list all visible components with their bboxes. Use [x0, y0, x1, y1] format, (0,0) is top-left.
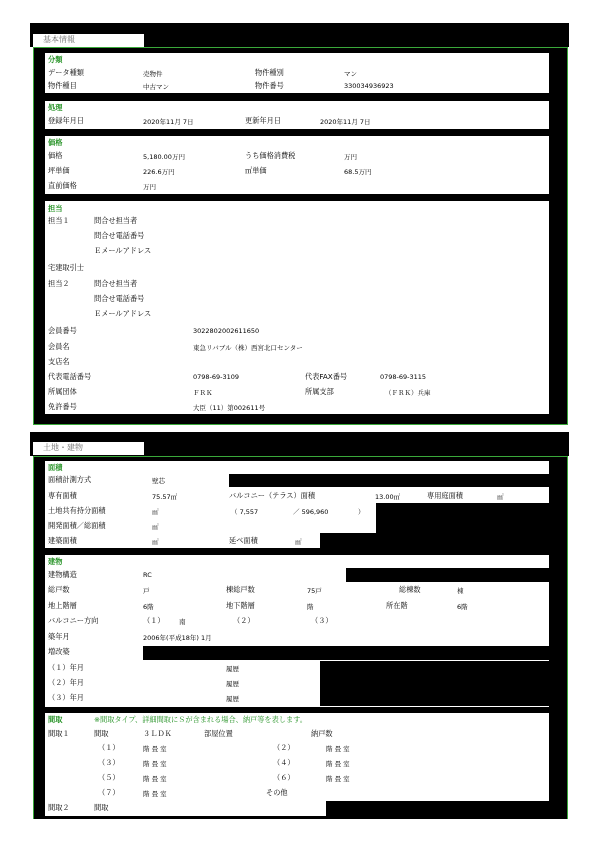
- madori-title: 間取: [48, 715, 63, 724]
- rireki1-hist-label: 履歴: [226, 665, 239, 673]
- email-label: Ｅメールアドレス: [94, 246, 152, 255]
- tatemono-mask-2: [143, 646, 549, 660]
- data-shubetsu-label: データ種類: [48, 68, 84, 77]
- madori-room-3: 階 畳 室: [143, 760, 167, 768]
- menseki-mask-2: [376, 503, 549, 533]
- balcony-hoko-label: バルコニー方向: [48, 616, 99, 625]
- madori-room-2-no: （２）: [273, 743, 295, 752]
- hoko1-value: 南: [179, 618, 186, 626]
- bunrui-panel: [45, 53, 549, 93]
- kozo-label: 建物構造: [48, 570, 77, 579]
- nando-label: 納戸数: [311, 729, 333, 738]
- chokuzen-label: 直前価格: [48, 181, 77, 190]
- bukken-shumoku-label: 物件種目: [48, 81, 77, 90]
- chikunen-value: 2006年(平成18年) 1月: [143, 634, 212, 642]
- chokuzen-value: 万円: [143, 183, 156, 191]
- toiawase-tel-label: 問合せ電話番号: [94, 231, 145, 240]
- shozoku-label: 所属団体: [48, 387, 77, 396]
- rireki3-label: （３）年月: [48, 693, 84, 702]
- madori-room-1: 階 畳 室: [143, 745, 167, 753]
- m2-label: ㎡単価: [245, 166, 267, 175]
- madori-room-6: 階 畳 室: [326, 775, 350, 783]
- rireki3-hist-label: 履歴: [226, 695, 239, 703]
- senyu-label: 専有面積: [48, 491, 77, 500]
- toiawase-tel2-label: 問合せ電話番号: [94, 294, 145, 303]
- tochi-kyoyu-label: 土地共有持分面積: [48, 506, 106, 515]
- senyoniwa-label: 専用庭面積: [427, 491, 463, 500]
- rireki2-hist-label: 履歴: [226, 680, 239, 688]
- hoko3-label: （３）: [311, 616, 333, 625]
- shori-title: 処理: [48, 103, 63, 112]
- madori-room-3-no: （３）: [98, 758, 120, 767]
- bukken-shumoku-value: 中古マン: [143, 83, 169, 91]
- chika-value: 階: [307, 603, 314, 611]
- madori-note: ※間取タイプ、詳細間取にＳが含まれる場合、納戸等を表します。: [94, 715, 307, 724]
- balcony-value: 13.00㎡: [375, 493, 401, 501]
- chikunen-label: 築年月: [48, 632, 70, 641]
- sokosu-value: 戸: [143, 587, 150, 595]
- daihyo-fax-label: 代表FAX番号: [305, 372, 348, 381]
- kakaku-value: 5,180.00万円: [143, 153, 185, 161]
- daihyo-tel-label: 代表電話番号: [48, 372, 92, 381]
- bukken-bango-label: 物件番号: [255, 81, 284, 90]
- madori-room-5: 階 畳 室: [143, 775, 167, 783]
- shori-panel: [45, 101, 549, 129]
- kakaku-title: 価格: [48, 138, 63, 147]
- tatemono-title: 建物: [48, 557, 63, 566]
- madori-room-7-no: （７）: [98, 788, 120, 797]
- hoko2-label: （２）: [233, 616, 255, 625]
- kozo-value: RC: [143, 571, 152, 579]
- madori1-label: 間取１: [48, 729, 70, 738]
- tanto-title: 担当: [48, 204, 63, 213]
- madori2-label: 間取２: [48, 803, 70, 812]
- m2-value: 68.5万円: [344, 168, 372, 176]
- chika-label: 地下階層: [226, 601, 255, 610]
- tatemono-mask-1: [346, 568, 549, 582]
- shozoku-value: ＦＲＫ: [193, 389, 213, 397]
- kaiin-bango-value: 302280200261​1650: [193, 327, 260, 335]
- tatemono-mask-3: [320, 661, 549, 706]
- toroku-label: 登録年月日: [48, 116, 84, 125]
- tou-sokosu-label: 棟総戸数: [226, 585, 255, 594]
- kaiin-mei-value: 東急リバブル（株）西宮北口センター: [193, 344, 303, 352]
- nobeyuka-label: 延べ面積: [229, 536, 258, 545]
- rireki2-label: （２）年月: [48, 678, 84, 687]
- tanto1-label: 担当１: [48, 216, 70, 225]
- keisoku-label: 面積計測方式: [48, 475, 92, 484]
- heya-ichi-label: 部屋位置: [204, 729, 233, 738]
- bukken-shubetsu-label: 物件種別: [255, 68, 284, 77]
- land-building-tab: [33, 442, 144, 455]
- madori-room-5-no: （５）: [98, 773, 120, 782]
- senyoniwa-value: ㎡: [497, 493, 504, 501]
- madori-mask-1: [326, 801, 549, 816]
- takken-label: 宅建取引士: [48, 263, 84, 272]
- tanto2-label: 担当２: [48, 279, 70, 288]
- shozoku-shibu-value: （ＦＲＫ）兵庫: [385, 389, 431, 397]
- zokaichiku-label: 増改築: [48, 647, 70, 656]
- rireki1-label: （１）年月: [48, 663, 84, 672]
- kaihatsu-label: 開発面積／総面積: [48, 521, 106, 530]
- toiawase-tanto-label: 問合せ担当者: [94, 216, 138, 225]
- bukken-bango-value: 330034936923: [344, 82, 394, 90]
- madori-room-7: 階 畳 室: [143, 790, 167, 798]
- chijo-value: 6階: [143, 603, 154, 611]
- kaiin-mei-label: 会員名: [48, 342, 70, 351]
- email2-label: Ｅメールアドレス: [94, 309, 152, 318]
- madori2-sub-label: 間取: [94, 803, 109, 812]
- madori1-sub-label: 間取: [94, 729, 109, 738]
- nobeyuka-value: ㎡: [295, 538, 302, 546]
- basic-info-tab: [33, 34, 144, 47]
- daihyo-fax-value: 0798-69-3115: [380, 373, 427, 381]
- koshin-value: 2020年11月 7日: [320, 118, 371, 126]
- menseki-mask-1: [229, 474, 549, 487]
- madori-room-4-no: （４）: [273, 758, 295, 767]
- tochi-kyoyu-value: ㎡: [152, 508, 159, 516]
- land-building-tab-label: 土地・建物: [43, 443, 83, 452]
- toshu-value: 棟: [457, 587, 464, 595]
- menseki-mask-4: [320, 533, 549, 548]
- toiawase-tanto2-label: 問合せ担当者: [94, 279, 138, 288]
- toshu-label: 総棟数: [399, 585, 421, 594]
- shozai-value: 6階: [457, 603, 468, 611]
- data-shubetsu-value: 売物件: [143, 70, 163, 78]
- kyoyu-ratio-b: ／ 596,960: [293, 508, 329, 516]
- menseki-title: 面積: [48, 463, 63, 472]
- menkyo-value: 大臣（11）第002611号: [193, 404, 266, 412]
- shozoku-shibu-label: 所属支部: [305, 387, 334, 396]
- keisoku-value: 壁芯: [152, 477, 165, 485]
- tsubo-value: 226.6万円: [143, 168, 175, 176]
- shohizei-label: うち価格消費税: [245, 151, 296, 160]
- basic-info-tab-label: 基本情報: [43, 35, 75, 44]
- kenchiku-value: ㎡: [152, 538, 159, 546]
- madori-room-4: 階 畳 室: [326, 760, 350, 768]
- madori-room-1-no: （１）: [98, 743, 120, 752]
- shiten-label: 支店名: [48, 357, 70, 366]
- bukken-shubetsu-value: マン: [344, 70, 357, 78]
- toroku-value: 2020年11月 7日: [143, 118, 194, 126]
- madori-room-2: 階 畳 室: [326, 745, 350, 753]
- shozai-label: 所在階: [386, 601, 408, 610]
- koshin-label: 更新年月日: [245, 116, 281, 125]
- tsubo-label: 坪単価: [48, 166, 70, 175]
- balcony-label: バルコニー（テラス）面積: [229, 491, 316, 500]
- sonota-label: その他: [266, 788, 288, 797]
- kaiin-bango-label: 会員番号: [48, 326, 77, 335]
- sokosu-label: 総戸数: [48, 585, 70, 594]
- tou-sokosu-value: 75戸: [307, 587, 322, 595]
- bunrui-title: 分類: [48, 55, 63, 64]
- shohizei-value: 万円: [344, 153, 357, 161]
- daihyo-tel-value: 0798-69-3109: [193, 373, 240, 381]
- kenchiku-label: 建築面積: [48, 536, 77, 545]
- senyu-value: 75.57㎡: [152, 493, 178, 501]
- menkyo-label: 免許番号: [48, 402, 77, 411]
- kyoyu-ratio-c: ）: [358, 508, 365, 516]
- kakaku-label: 価格: [48, 151, 63, 160]
- chijo-label: 地上階層: [48, 601, 77, 610]
- madori1-value: ３ＬＤＫ: [143, 729, 172, 738]
- kyoyu-ratio-a: （ 7,557: [231, 508, 259, 516]
- kaihatsu-value: ㎡: [152, 523, 159, 531]
- madori-room-6-no: （６）: [273, 773, 295, 782]
- kakaku-panel: [45, 136, 549, 194]
- hoko1-label: （１）: [143, 616, 165, 625]
